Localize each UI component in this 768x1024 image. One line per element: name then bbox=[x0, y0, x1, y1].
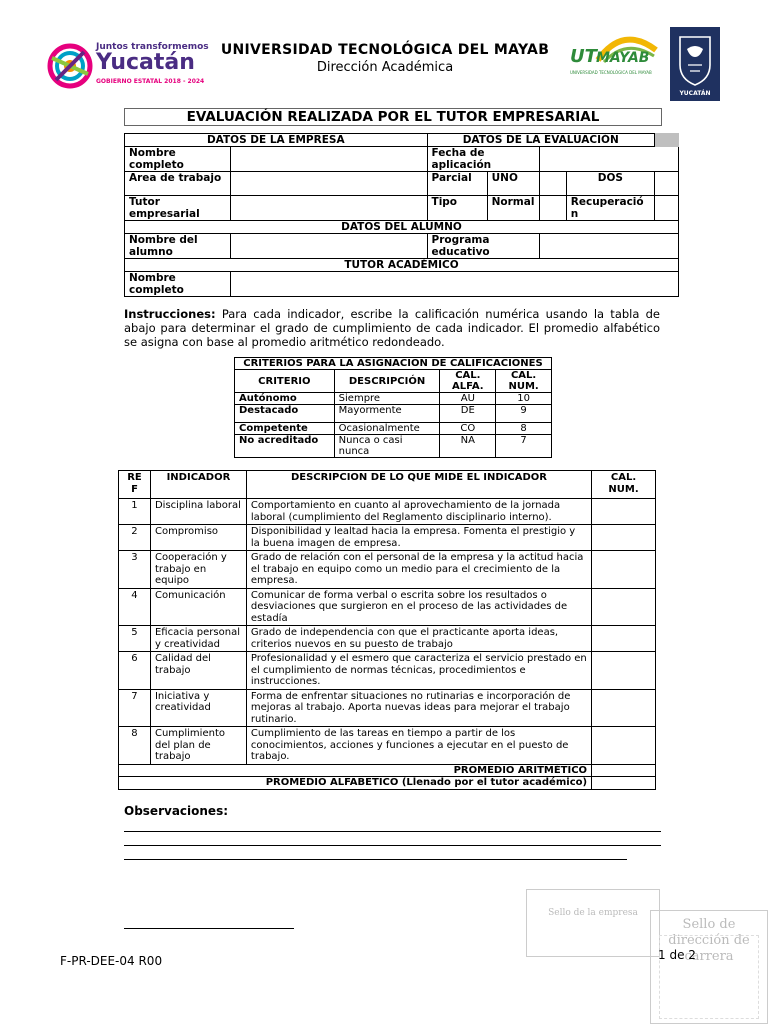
academic-tutor-header: TUTOR ACADÉMICO bbox=[125, 259, 679, 272]
logo-ut-subtitle: UNIVERSIDAD TECNOLÓGICA DEL MAYAB bbox=[570, 70, 652, 75]
career-stamp-label: Sello de dirección de carrera bbox=[668, 917, 750, 964]
dos-check-field[interactable] bbox=[654, 172, 678, 196]
logo-line-2: Yucatán bbox=[96, 50, 195, 75]
indicator-row bbox=[119, 626, 656, 652]
indicator-ref: 8 bbox=[119, 727, 151, 765]
criteria-name: Destacado bbox=[235, 405, 335, 423]
utmayab-logo bbox=[568, 30, 660, 80]
indicator-ref: 2 bbox=[119, 525, 151, 551]
indicator-score-field[interactable] bbox=[592, 727, 656, 765]
career-stamp-box bbox=[650, 910, 768, 1024]
business-tutor-field[interactable] bbox=[231, 196, 427, 221]
normal-check-field[interactable] bbox=[539, 196, 566, 221]
criteria-table bbox=[234, 357, 552, 458]
criteria-row bbox=[235, 423, 552, 435]
label-nombre-completo: Nombre completo bbox=[125, 147, 231, 172]
promedio-alfabetico-field[interactable] bbox=[592, 777, 656, 790]
indicator-name: Eficacia personal y creatividad bbox=[150, 626, 246, 652]
recuperacion-check-field[interactable] bbox=[654, 196, 678, 221]
company-header: DATOS DE LA EMPRESA bbox=[125, 134, 428, 147]
indicator-description: Grado de relación con el personal de la empresa y la actitud hacia el trabajo en equipo como un medio para el crecimiento de la empresa. bbox=[246, 551, 591, 589]
instructions bbox=[124, 307, 660, 349]
observations-line-1[interactable] bbox=[124, 831, 661, 832]
indicator-score-field[interactable] bbox=[592, 525, 656, 551]
yucatan-government-logo bbox=[46, 38, 209, 98]
indicator-name: Cooperación y trabajo en equipo bbox=[150, 551, 246, 589]
criteria-description: Ocasionalmente bbox=[334, 423, 440, 435]
work-area-field[interactable] bbox=[231, 172, 427, 196]
criteria-title: CRITERIOS PARA LA ASIGNACION DE CALIFICACIONES bbox=[235, 358, 552, 370]
criteria-name: Competente bbox=[235, 423, 335, 435]
student-name-field[interactable] bbox=[231, 234, 427, 259]
indicator-score-field[interactable] bbox=[592, 626, 656, 652]
application-date-field[interactable] bbox=[539, 147, 678, 172]
university-name: UNIVERSIDAD TECNOLÓGICA DEL MAYAB bbox=[220, 42, 550, 58]
indicator-ref: 1 bbox=[119, 499, 151, 525]
criteria-name: Autónomo bbox=[235, 393, 335, 405]
label-area-trabajo: Area de trabajo bbox=[125, 172, 231, 196]
indicator-name: Disciplina laboral bbox=[150, 499, 246, 525]
program-field[interactable] bbox=[539, 234, 678, 259]
indicator-row bbox=[119, 525, 656, 551]
indicator-score-field[interactable] bbox=[592, 551, 656, 589]
criteria-num: 8 bbox=[496, 423, 552, 435]
indicator-description: Cumplimiento de las tareas en tiempo a partir de los conocimientos, acciones y funciones a ejecutar en el puesto de trabajo. bbox=[246, 727, 591, 765]
criteria-alfa: AU bbox=[440, 393, 496, 405]
form-code: F-PR-DEE-04 R00 bbox=[60, 954, 163, 968]
criteria-header-criterio: CRITERIO bbox=[235, 370, 335, 393]
criteria-alfa: DE bbox=[440, 405, 496, 423]
indicator-row bbox=[119, 652, 656, 690]
criteria-header-alfa: CAL. ALFA. bbox=[440, 370, 496, 393]
criteria-header-num: CAL. NUM. bbox=[496, 370, 552, 393]
indicators-table bbox=[118, 470, 656, 790]
evaluation-header: DATOS DE LA EVALUACIÓN bbox=[427, 134, 654, 147]
option-dos[interactable]: DOS bbox=[566, 172, 654, 196]
signature-line[interactable] bbox=[124, 928, 294, 929]
label-nombre-alumno: Nombre del alumno bbox=[125, 234, 231, 259]
indicator-row bbox=[119, 551, 656, 589]
indicator-score-field[interactable] bbox=[592, 499, 656, 525]
label-programa-educativo: Programa educativo bbox=[427, 234, 539, 259]
indicator-row bbox=[119, 727, 656, 765]
department-name: Dirección Académica bbox=[316, 60, 454, 75]
criteria-num: 9 bbox=[496, 405, 552, 423]
indicator-row bbox=[119, 689, 656, 727]
indicators-header-cal: CAL. NUM. bbox=[592, 471, 656, 499]
criteria-row bbox=[235, 405, 552, 423]
company-stamp-label: Sello de la empresa bbox=[548, 908, 638, 918]
promedio-alfabetico-label: PROMEDIO ALFABETICO (Llenado por el tutor académico) bbox=[119, 777, 592, 790]
logo-line-1: Juntos transformemos bbox=[96, 42, 209, 52]
promedio-aritmetico-label: PROMEDIO ARITMÉTICO bbox=[119, 764, 592, 777]
option-uno[interactable]: UNO bbox=[487, 172, 539, 196]
indicators-header-descripcion: DESCRIPCION DE LO QUE MIDE EL INDICADOR bbox=[246, 471, 591, 499]
uno-check-field[interactable] bbox=[539, 172, 566, 196]
indicators-header-indicador: INDICADOR bbox=[150, 471, 246, 499]
label-tutor-empresarial: Tutor empresarial bbox=[125, 196, 231, 221]
indicator-description: Grado de independencia con que el practicante aporta ideas, criterios nuevos en su puesto de trabajo bbox=[246, 626, 591, 652]
criteria-num: 7 bbox=[496, 435, 552, 458]
criteria-row bbox=[235, 435, 552, 458]
indicator-ref: 5 bbox=[119, 626, 151, 652]
logo-mayab: MAYAB bbox=[596, 50, 650, 66]
logo-line-3: GOBIERNO ESTATAL 2018 - 2024 bbox=[96, 78, 205, 85]
criteria-alfa: CO bbox=[440, 423, 496, 435]
crest-label: YUCATÁN bbox=[679, 90, 711, 97]
criteria-header-descripcion: DESCRIPCIÓN bbox=[334, 370, 440, 393]
option-recuperacion[interactable]: Recuperación bbox=[566, 196, 654, 221]
indicator-ref: 6 bbox=[119, 652, 151, 690]
indicator-description: Forma de enfrentar situaciones no rutinarias e incorporación de mejoras al trabajo. Aporta nuevas ideas para mejorar el trabajo rutinario. bbox=[246, 689, 591, 727]
label-tipo: Tipo bbox=[427, 196, 487, 221]
company-name-field[interactable] bbox=[231, 147, 427, 172]
criteria-description: Siempre bbox=[334, 393, 440, 405]
criteria-name: No acreditado bbox=[235, 435, 335, 458]
student-header: DATOS DEL ALUMNO bbox=[125, 221, 679, 234]
indicator-name: Calidad del trabajo bbox=[150, 652, 246, 690]
indicator-ref: 3 bbox=[119, 551, 151, 589]
indicator-score-field[interactable] bbox=[592, 689, 656, 727]
indicator-name: Iniciativa y creatividad bbox=[150, 689, 246, 727]
indicator-score-field[interactable] bbox=[592, 588, 656, 626]
company-stamp-box bbox=[526, 889, 660, 957]
page-number: 1 de 2 bbox=[658, 948, 696, 962]
indicator-name: Cumplimiento del plan de trabajo bbox=[150, 727, 246, 765]
indicator-description: Comunicar de forma verbal o escrita sobre los resultados o desviaciones que surgieron en el proceso de las actividades de estadía bbox=[246, 588, 591, 626]
indicator-row bbox=[119, 588, 656, 626]
indicator-description: Comportamiento en cuanto al aprovechamiento de la jornada laboral (cumplimiento del Reglamento disciplinario interno). bbox=[246, 499, 591, 525]
logo-ut: UT bbox=[570, 46, 597, 67]
yucatan-crest bbox=[670, 27, 720, 101]
option-normal[interactable]: Normal bbox=[487, 196, 539, 221]
criteria-row bbox=[235, 393, 552, 405]
instructions-text: Para cada indicador, escribe la calificación numérica usando la tabla de abajo para determinar el grado de cumplimiento de cada indicador. El promedio alfabético se asigna con base al promedio aritmético redondeado. bbox=[124, 307, 661, 349]
header-grey-cell bbox=[654, 134, 678, 147]
observations-label: Observaciones: bbox=[124, 804, 229, 818]
label-fecha-aplicacion: Fecha de aplicación bbox=[427, 147, 539, 172]
label-parcial: Parcial bbox=[427, 172, 487, 196]
form-title: EVALUACIÓN REALIZADA POR EL TUTOR EMPRESARIAL bbox=[124, 108, 662, 126]
indicator-name: Comunicación bbox=[150, 588, 246, 626]
promedio-aritmetico-field[interactable] bbox=[592, 764, 656, 777]
indicator-description: Disponibilidad y lealtad hacia la empresa. Fomenta el prestigio y la buena imagen de empresa. bbox=[246, 525, 591, 551]
indicator-score-field[interactable] bbox=[592, 652, 656, 690]
indicators-header-ref: RE F bbox=[119, 471, 151, 499]
criteria-alfa: NA bbox=[440, 435, 496, 458]
general-data-table bbox=[124, 133, 679, 297]
observations-line-3[interactable] bbox=[124, 859, 627, 860]
criteria-description: Nunca o casi nunca bbox=[334, 435, 440, 458]
observations-line-2[interactable] bbox=[124, 845, 661, 846]
indicator-ref: 4 bbox=[119, 588, 151, 626]
academic-tutor-name-field[interactable] bbox=[231, 272, 679, 297]
indicator-description: Profesionalidad y el esmero que caracteriza el servicio prestado en el cumplimiento de normas técnicas, procedimientos e instrucciones. bbox=[246, 652, 591, 690]
indicator-ref: 7 bbox=[119, 689, 151, 727]
label-nombre-completo-tutor: Nombre completo bbox=[125, 272, 231, 297]
criteria-num: 10 bbox=[496, 393, 552, 405]
indicator-name: Compromiso bbox=[150, 525, 246, 551]
instructions-label: Instrucciones: bbox=[124, 307, 216, 321]
criteria-description: Mayormente bbox=[334, 405, 440, 423]
indicator-row bbox=[119, 499, 656, 525]
